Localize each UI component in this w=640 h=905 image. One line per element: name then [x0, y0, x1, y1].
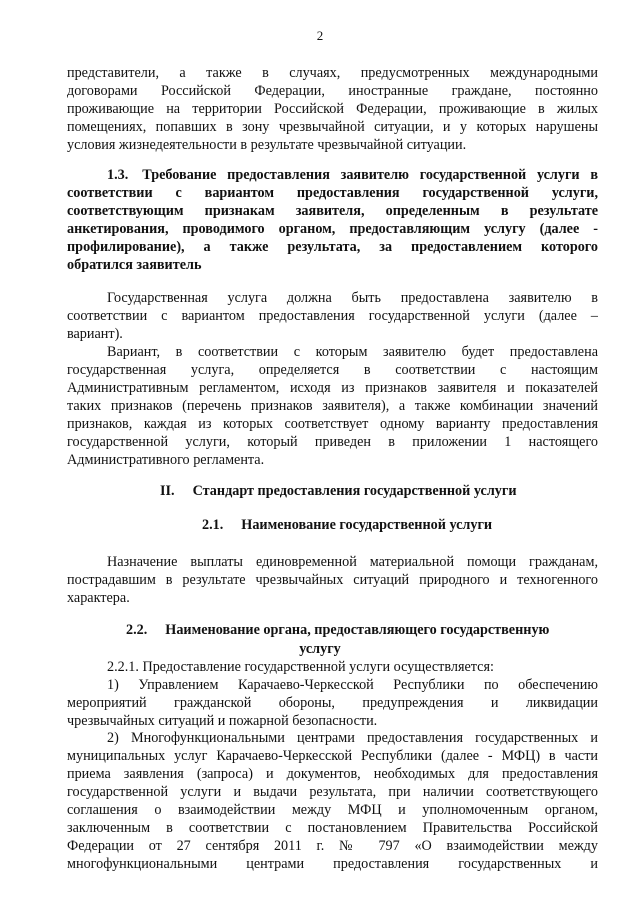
- text-line: 2.2.1. Предоставление государственной услуги осуществляется:: [107, 659, 494, 675]
- section-2-1-heading: [202, 516, 492, 534]
- text-line: муниципальных услуг Карачаево-Черкесской Республики (далее - МФЦ) в части: [67, 748, 598, 764]
- service-name-paragraph: [67, 553, 598, 607]
- section-number: II.: [160, 483, 175, 499]
- text-line: Назначение выплаты единовременной материальной помощи гражданам,: [107, 554, 598, 570]
- text-line: соглашения о взаимодействии между МФЦ и уполномоченным органом,: [67, 802, 598, 818]
- heading-text: Наименование органа, предоставляющего государственную: [165, 622, 550, 638]
- variant-paragraph-2: [67, 343, 598, 469]
- section-number: 2.2.: [126, 622, 148, 638]
- text-line: договорами Российской Федерации, иностранные граждане, постоянно: [67, 83, 598, 99]
- heading-text: Требование предоставления заявителю государственной услуги в: [142, 167, 598, 183]
- section-2-2-heading-cont: услугу: [299, 641, 341, 657]
- text-line: мероприятий гражданской обороны, предупреждения и ликвидации: [67, 695, 598, 711]
- clause-2-2-1: [67, 658, 598, 676]
- section-number: 1.3.: [107, 167, 129, 183]
- text-line: помещениях, попавших в зону чрезвычайной ситуации, и у которых нарушены: [67, 119, 598, 135]
- text-line: Вариант, в соответствии с которым заявителю будет предоставлена: [107, 344, 598, 360]
- heading-text: Стандарт предоставления государственной услуги: [192, 483, 517, 499]
- heading-line: обратился заявитель: [67, 257, 202, 273]
- text-line: соответствии с вариантом предоставления государственной услуги (далее –: [67, 308, 598, 324]
- section-2-2-heading: [126, 621, 549, 639]
- intro-paragraph: [67, 64, 598, 154]
- text-line: условия жизнедеятельности в результате чрезвычайной ситуации.: [67, 137, 467, 153]
- text-line: Административного регламента.: [67, 452, 265, 468]
- heading-text: Наименование государственной услуги: [241, 517, 493, 533]
- text-line: вариант).: [67, 326, 123, 342]
- list-item-2: [67, 729, 598, 873]
- text-line: таких признаков (перечень признаков заявителя), а также комбинации значений: [67, 398, 598, 414]
- text-line: Государственная услуга должна быть предоставлена заявителю в: [107, 290, 598, 306]
- text-line: приема заявления (запроса) и документов, необходимых для предоставления: [67, 766, 598, 782]
- variant-paragraph-1: [67, 289, 598, 343]
- text-line: многофункциональными центрами предоставления государственных и: [67, 856, 598, 872]
- list-item-1: [67, 676, 598, 730]
- section-number: 2.1.: [202, 517, 224, 533]
- text-line: государственной услуги, который приведен в приложении 1 настоящего: [67, 434, 598, 450]
- heading-line: профилирование), а также результата, за предоставлением которого: [67, 239, 598, 255]
- text-line: заключенным в соответствии с постановлением Правительства Российской: [67, 820, 598, 836]
- section-II-heading: [160, 482, 517, 500]
- text-line: признаков, каждая из которых соответствует одному варианту предоставления: [67, 416, 598, 432]
- text-line: государственная услуга, определяется в соответствии с настоящим: [67, 362, 598, 378]
- heading-line: соответствующим признакам заявителя, определенным в результате: [67, 203, 598, 219]
- text-line: характера.: [67, 590, 130, 606]
- text-line: 2) Многофункциональными центрами предоставления государственных и: [107, 730, 598, 746]
- section-1-3-heading: [67, 166, 598, 274]
- text-line: 1) Управлением Карачаево-Черкесской Республики по обеспечению: [107, 677, 598, 693]
- heading-line: [67, 166, 598, 184]
- text-line: проживающие на территории Российской Федерации, проживающие в жилых: [67, 101, 598, 117]
- text-line: пострадавшим в результате чрезвычайных ситуаций природного и техногенного: [67, 572, 598, 588]
- page-number: 2: [316, 28, 324, 43]
- heading-line: соответствии с вариантом предоставления государственной услуги,: [67, 185, 598, 201]
- text-line: Административным регламентом, исходя из признаков заявителя и показателей: [67, 380, 598, 396]
- heading-line: анкетирования, проводимого органом, предоставляющим услугу (далее -: [67, 221, 598, 237]
- text-line: представители, а также в случаях, предусмотренных международными: [67, 65, 598, 81]
- text-line: чрезвычайных ситуаций и пожарной безопасности.: [67, 713, 378, 729]
- text-line: Федерации от 27 сентября 2011 г. № 797 «О взаимодействии между: [67, 838, 598, 854]
- text-line: государственной услуги и выдачи результата, при наличии соответствующего: [67, 784, 598, 800]
